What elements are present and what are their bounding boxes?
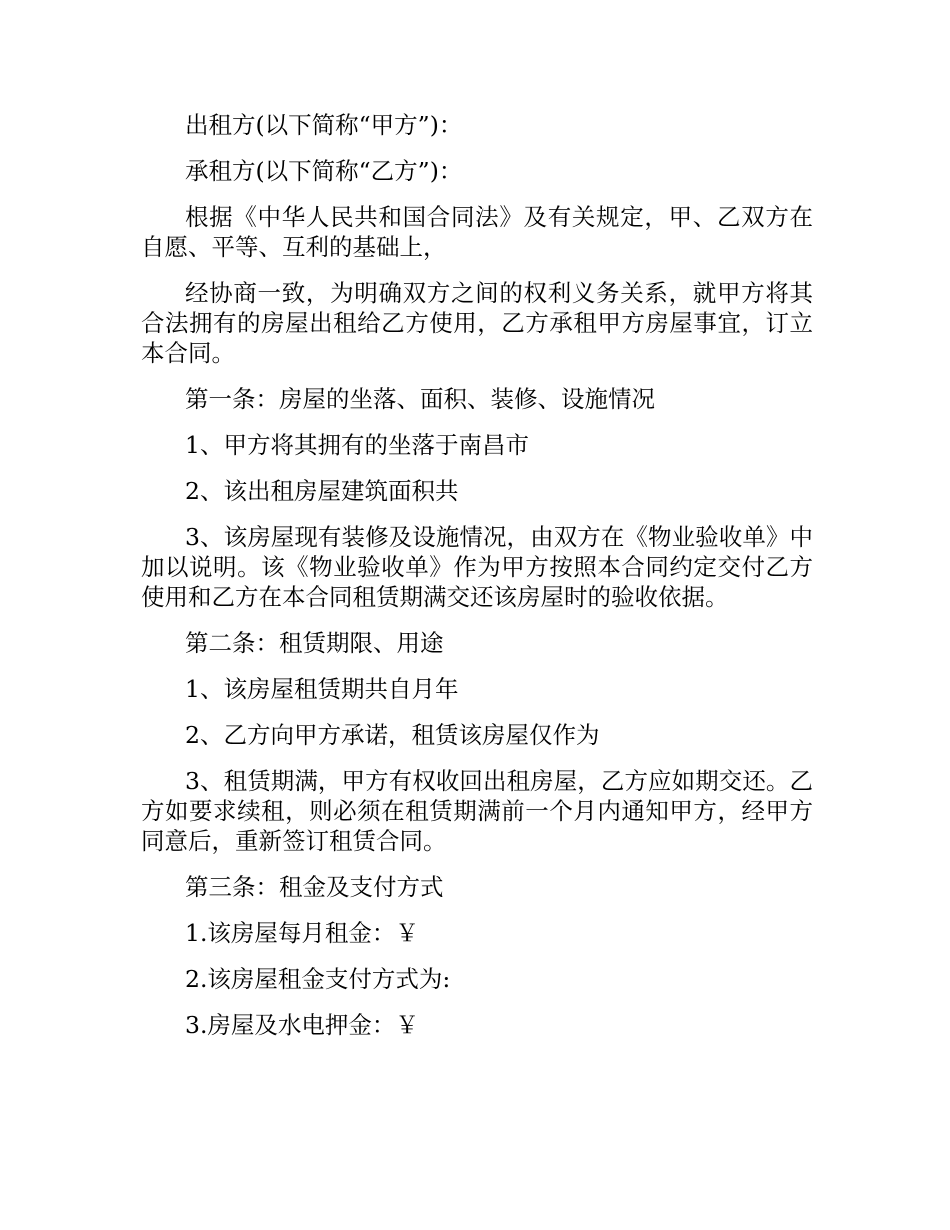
document-body bbox=[141, 110, 813, 1056]
article-2-heading: 第二条：租赁期限、用途 bbox=[185, 629, 444, 657]
article-1-item-3: 3、该房屋现有装修及设施情况，由双方在《物业验收单》中加以说明。该《物业验收单》作为甲方按照本合同约定交付乙方使用和乙方在本合同租赁期满交还该房屋时的验收依据。 bbox=[141, 523, 813, 611]
article-3-item-2: 2.该房屋租金支付方式为: bbox=[185, 965, 451, 993]
article-2-item-2: 2、乙方向甲方承诺，租赁该房屋仅作为 bbox=[185, 721, 600, 749]
paragraph-lessor: 出租方(以下简称“甲方”)： bbox=[185, 111, 463, 139]
paragraph-agreement: 经协商一致，为明确双方之间的权利义务关系，就甲方将其合法拥有的房屋出租给乙方使用，乙方承租甲方房屋事宜，订立本合同。 bbox=[141, 279, 813, 367]
paragraph-lessee: 承租方(以下简称“乙方”)： bbox=[185, 157, 463, 185]
article-1-item-1: 1、甲方将其拥有的坐落于南昌市 bbox=[185, 431, 529, 459]
paragraph-legal-basis: 根据《中华人民共和国合同法》及有关规定，甲、乙双方在自愿、平等、互利的基础上， bbox=[141, 203, 813, 261]
article-2-item-3: 3、租赁期满，甲方有权收回出租房屋，乙方应如期交还。乙方如要求续租，则必须在租赁期满前一个月内通知甲方，经甲方同意后，重新签订租赁合同。 bbox=[141, 767, 813, 855]
article-3-item-1: 1.该房屋每月租金：￥ bbox=[185, 919, 419, 947]
article-3-item-3: 3.房屋及水电押金：￥ bbox=[185, 1011, 419, 1039]
article-3-heading: 第三条：租金及支付方式 bbox=[185, 873, 444, 901]
article-2-item-1: 1、该房屋租赁期共自月年 bbox=[185, 675, 459, 703]
article-1-item-2: 2、该出租房屋建筑面积共 bbox=[185, 477, 459, 505]
article-1-heading: 第一条：房屋的坐落、面积、装修、设施情况 bbox=[185, 385, 655, 413]
